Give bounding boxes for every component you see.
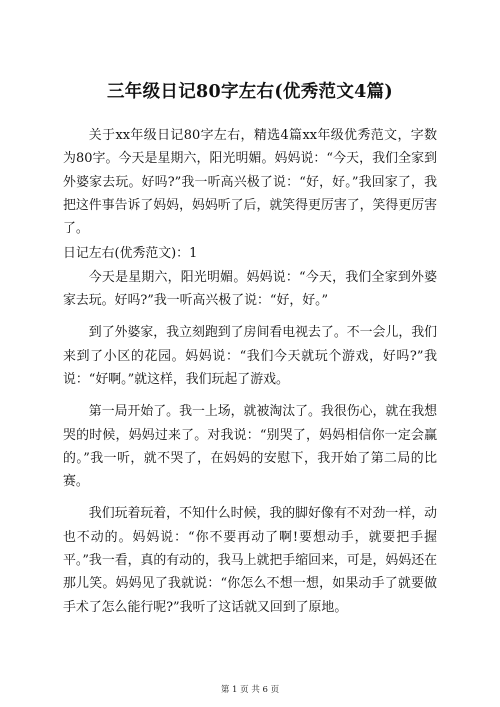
intro-paragraph: 关于xx年级日记80字左右，精选4篇xx年级优秀范文，字数为80字。今天是星期六，阳光明媚。妈妈说：“今天，我们全家到外婆家去玩。好吗?”我一听高兴极了说：“好，好。”我回家了，我把这件事告诉了妈妈，妈妈听了后，就笑得更厉害了，笑得更厉害了。 — [63, 128, 437, 237]
body-paragraph: 到了外婆家，我立刻跑到了房间看电视去了。不一会儿，我们来到了小区的花园。妈妈说：“我们今天就玩个游戏，好吗?”我说：“好啊。”就这样，我们玩起了游戏。 — [63, 325, 437, 387]
body-paragraph: 第一局开始了。我一上场，就被淘汰了。我很伤心，就在我想哭的时候，妈妈过来了。对我说：“别哭了，妈妈相信你一定会赢的。”我一听，就不哭了，在妈妈的安慰下，我开始了第二局的比赛。 — [63, 404, 437, 490]
body-paragraph: 今天是星期六，阳光明媚。妈妈说：“今天，我们全家到外婆家去玩。好吗?”我一听高兴极了说：“好，好。” — [63, 269, 437, 309]
document-title: 三年级日记80字左右(优秀范文4篇) — [107, 82, 393, 102]
page-number-footer: 第 1 页 共 6 页 — [220, 685, 280, 695]
body-paragraph: 我们玩着玩着，不知什么时候，我的脚好像有不对劲一样，动也不动的。妈妈说：“你不要再动了啊!要想动手，就要把手握平。”我一看，真的有动的，我马上就把手缩回来，可是，妈妈还在那儿笑。妈妈见了我就说：“你怎么不想一想，如果动手了就要做手术了怎么能行呢?”我听了这话就又回到了原地。 — [63, 506, 437, 615]
section-heading: 日记左右(优秀范文)：1 — [63, 246, 198, 262]
document-body — [63, 124, 437, 619]
